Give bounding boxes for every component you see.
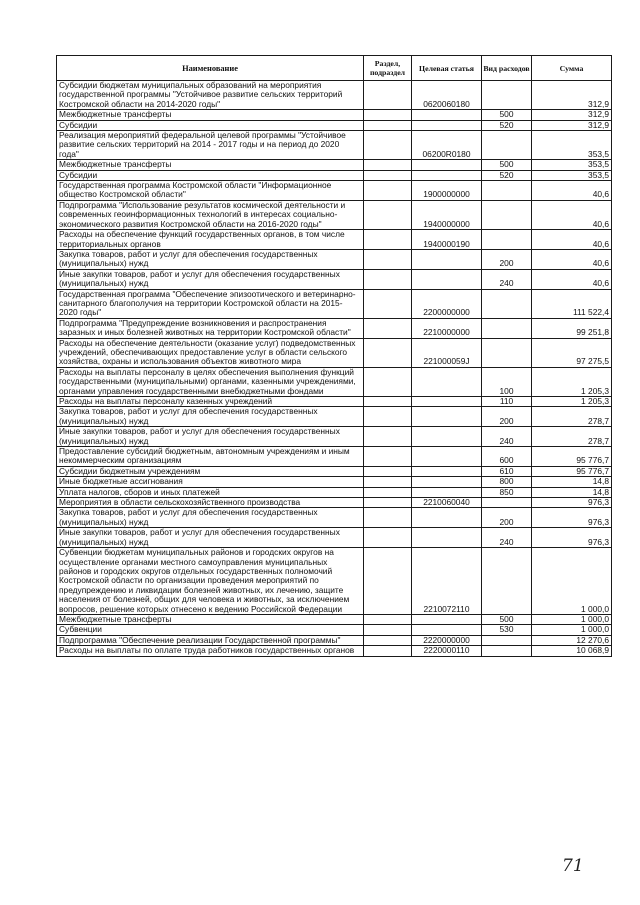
- cell-sum: 312,9: [532, 120, 612, 130]
- cell-sum: 40,6: [532, 230, 612, 250]
- cell-sum: 976,3: [532, 528, 612, 548]
- cell-sum: 1 205,3: [532, 367, 612, 396]
- header-sum: Сумма: [532, 56, 612, 81]
- cell-sum: 976,3: [532, 508, 612, 528]
- cell-type: [482, 635, 532, 645]
- cell-section: [364, 230, 412, 250]
- cell-section: [364, 498, 412, 508]
- cell-name: Иные закупки товаров, работ и услуг для обеспечения государственных (муниципальных) нужд: [57, 528, 364, 548]
- cell-name: Иные бюджетные ассигнования: [57, 477, 364, 487]
- cell-name: Субвенции бюджетам муниципальных районов и городских округов на осуществление органами местного самоуправления муниципальных районов и городских округов отдельных государственных полномочий Костромской области по организации проведения мероприятий по предупреждению и ликвидации болезней животных, их лечению, защите населения от болезней, общих для человека и животных, за исключением вопросов, решение которых отнесено к ведению Российской Федерации: [57, 548, 364, 615]
- cell-section: [364, 625, 412, 635]
- cell-type: 500: [482, 110, 532, 120]
- cell-name: Предоставление субсидий бюджетным, автономным учреждениям и иным некоммерческим организациям: [57, 447, 364, 467]
- budget-table: [56, 55, 612, 657]
- cell-type: 200: [482, 249, 532, 269]
- cell-name: Подпрограмма "Использование результатов космической деятельности и современных геоинформационных технологий в интересах социально-экономического развития Костромской области на 2016-2020 годы": [57, 200, 364, 229]
- cell-sum: 1 000,0: [532, 625, 612, 635]
- cell-type: [482, 81, 532, 110]
- cell-type: [482, 646, 532, 656]
- cell-type: 850: [482, 487, 532, 497]
- cell-target: 1900000000: [412, 181, 482, 201]
- cell-target: [412, 477, 482, 487]
- cell-type: 500: [482, 160, 532, 170]
- table-row: [57, 548, 612, 615]
- table-row: [57, 200, 612, 229]
- cell-section: [364, 367, 412, 396]
- cell-type: 100: [482, 367, 532, 396]
- header-type: Вид расходов: [482, 56, 532, 81]
- cell-name: Подпрограмма "Предупреждение возникновения и распространения заразных и иных болезней животных на территории Костромской области": [57, 318, 364, 338]
- cell-sum: 278,7: [532, 427, 612, 447]
- cell-sum: 353,5: [532, 131, 612, 160]
- cell-section: [364, 487, 412, 497]
- header-name: Наименование: [57, 56, 364, 81]
- table-row: [57, 318, 612, 338]
- cell-target: [412, 367, 482, 396]
- cell-target: [412, 625, 482, 635]
- cell-sum: 40,6: [532, 249, 612, 269]
- table-row: [57, 249, 612, 269]
- cell-type: [482, 200, 532, 229]
- cell-target: 0620060180: [412, 81, 482, 110]
- table-row: [57, 160, 612, 170]
- cell-type: 110: [482, 397, 532, 407]
- cell-type: 240: [482, 427, 532, 447]
- cell-sum: 40,6: [532, 200, 612, 229]
- cell-name: Государственная программа "Обеспечение эпизоотического и ветеринарно-санитарного благополучия на территории Костромской области на 2015-2020 годы": [57, 289, 364, 318]
- cell-target: 2210060040: [412, 498, 482, 508]
- cell-type: 610: [482, 466, 532, 476]
- cell-target: [412, 269, 482, 289]
- table-row: [57, 131, 612, 160]
- cell-name: Расходы на выплаты по оплате труда работников государственных органов: [57, 646, 364, 656]
- cell-target: 2210072110: [412, 548, 482, 615]
- cell-section: [364, 447, 412, 467]
- cell-section: [364, 646, 412, 656]
- cell-name: Государственная программа Костромской области "Информационное общество Костромской области": [57, 181, 364, 201]
- table-row: [57, 447, 612, 467]
- cell-section: [364, 427, 412, 447]
- cell-sum: 976,3: [532, 498, 612, 508]
- cell-type: 520: [482, 120, 532, 130]
- cell-target: [412, 397, 482, 407]
- cell-sum: 1 000,0: [532, 548, 612, 615]
- cell-sum: 10 068,9: [532, 646, 612, 656]
- cell-type: [482, 318, 532, 338]
- cell-target: [412, 508, 482, 528]
- cell-name: Межбюджетные трансферты: [57, 614, 364, 624]
- table-row: [57, 230, 612, 250]
- cell-section: [364, 318, 412, 338]
- cell-name: Субвенции: [57, 625, 364, 635]
- table-row: [57, 181, 612, 201]
- cell-sum: 1 000,0: [532, 614, 612, 624]
- cell-sum: 353,5: [532, 170, 612, 180]
- table-row: [57, 338, 612, 367]
- cell-sum: 14,8: [532, 477, 612, 487]
- cell-sum: 312,9: [532, 81, 612, 110]
- table-row: [57, 170, 612, 180]
- cell-name: Реализация мероприятий федеральной целевой программы "Устойчивое развитие сельских территорий на 2014 - 2017 годы и на период до 2020 года": [57, 131, 364, 160]
- cell-target: 2200000000: [412, 289, 482, 318]
- cell-name: Межбюджетные трансферты: [57, 110, 364, 120]
- table-row: [57, 367, 612, 396]
- cell-type: 520: [482, 170, 532, 180]
- cell-name: Расходы на выплаты персоналу в целях обеспечения выполнения функций государственными (муниципальными) органами, казенными учреждениями, органами управления государственными внебюджетными фондами: [57, 367, 364, 396]
- cell-section: [364, 528, 412, 548]
- cell-name: Мероприятия в области сельскохозяйственного производства: [57, 498, 364, 508]
- cell-name: Иные закупки товаров, работ и услуг для обеспечения государственных (муниципальных) нужд: [57, 427, 364, 447]
- cell-sum: 312,9: [532, 110, 612, 120]
- cell-sum: 95 776,7: [532, 466, 612, 476]
- table-row: [57, 625, 612, 635]
- cell-target: [412, 466, 482, 476]
- table-row: [57, 120, 612, 130]
- cell-name: Субсидии бюджетным учреждениям: [57, 466, 364, 476]
- cell-target: [412, 528, 482, 548]
- cell-section: [364, 477, 412, 487]
- cell-sum: 111 522,4: [532, 289, 612, 318]
- cell-target: 2220000110: [412, 646, 482, 656]
- cell-section: [364, 160, 412, 170]
- cell-section: [364, 407, 412, 427]
- cell-target: [412, 447, 482, 467]
- cell-section: [364, 548, 412, 615]
- cell-sum: 12 270,6: [532, 635, 612, 645]
- cell-type: 200: [482, 508, 532, 528]
- cell-name: Субсидии: [57, 170, 364, 180]
- table-row: [57, 498, 612, 508]
- cell-type: 530: [482, 625, 532, 635]
- cell-section: [364, 466, 412, 476]
- cell-name: Иные закупки товаров, работ и услуг для обеспечения государственных (муниципальных) нужд: [57, 269, 364, 289]
- cell-sum: 353,5: [532, 160, 612, 170]
- table-row: [57, 477, 612, 487]
- table-row: [57, 466, 612, 476]
- cell-section: [364, 170, 412, 180]
- cell-target: 221000059J: [412, 338, 482, 367]
- table-row: [57, 528, 612, 548]
- cell-section: [364, 110, 412, 120]
- cell-type: [482, 289, 532, 318]
- cell-type: 500: [482, 614, 532, 624]
- cell-sum: 1 205,3: [532, 397, 612, 407]
- page-number: 71: [562, 856, 584, 876]
- table-row: [57, 407, 612, 427]
- cell-type: 800: [482, 477, 532, 487]
- table-row: [57, 397, 612, 407]
- table-header-row: [57, 56, 612, 81]
- cell-sum: 40,6: [532, 269, 612, 289]
- cell-section: [364, 338, 412, 367]
- cell-type: [482, 548, 532, 615]
- cell-section: [364, 269, 412, 289]
- cell-target: [412, 427, 482, 447]
- cell-section: [364, 200, 412, 229]
- cell-section: [364, 120, 412, 130]
- cell-target: [412, 110, 482, 120]
- cell-sum: 14,8: [532, 487, 612, 497]
- table-row: [57, 110, 612, 120]
- table-row: [57, 269, 612, 289]
- cell-section: [364, 397, 412, 407]
- cell-target: [412, 160, 482, 170]
- cell-name: Уплата налогов, сборов и иных платежей: [57, 487, 364, 497]
- cell-type: [482, 131, 532, 160]
- table-row: [57, 614, 612, 624]
- table-row: [57, 81, 612, 110]
- cell-section: [364, 614, 412, 624]
- cell-name: Расходы на выплаты персоналу казенных учреждений: [57, 397, 364, 407]
- cell-sum: 99 251,8: [532, 318, 612, 338]
- cell-target: 1940000000: [412, 200, 482, 229]
- table-row: [57, 487, 612, 497]
- cell-name: Межбюджетные трансферты: [57, 160, 364, 170]
- cell-name: Подпрограмма "Обеспечение реализации Государственной программы": [57, 635, 364, 645]
- cell-type: [482, 498, 532, 508]
- cell-section: [364, 81, 412, 110]
- cell-name: Субсидии: [57, 120, 364, 130]
- cell-type: 240: [482, 528, 532, 548]
- cell-type: [482, 181, 532, 201]
- cell-section: [364, 289, 412, 318]
- table-row: [57, 635, 612, 645]
- cell-type: 240: [482, 269, 532, 289]
- cell-type: 200: [482, 407, 532, 427]
- cell-type: [482, 230, 532, 250]
- table-row: [57, 427, 612, 447]
- cell-name: Закупка товаров, работ и услуг для обеспечения государственных (муниципальных) нужд: [57, 249, 364, 269]
- cell-target: [412, 487, 482, 497]
- cell-target: 2220000000: [412, 635, 482, 645]
- cell-sum: 40,6: [532, 181, 612, 201]
- cell-target: [412, 120, 482, 130]
- table-row: [57, 508, 612, 528]
- header-section: Раздел, подраздел: [364, 56, 412, 81]
- cell-target: 1940000190: [412, 230, 482, 250]
- cell-sum: 95 776,7: [532, 447, 612, 467]
- cell-target: [412, 614, 482, 624]
- cell-section: [364, 131, 412, 160]
- cell-section: [364, 508, 412, 528]
- cell-sum: 97 275,5: [532, 338, 612, 367]
- cell-target: [412, 170, 482, 180]
- cell-type: 600: [482, 447, 532, 467]
- cell-section: [364, 249, 412, 269]
- cell-target: [412, 249, 482, 269]
- cell-target: 06200R0180: [412, 131, 482, 160]
- cell-name: Закупка товаров, работ и услуг для обеспечения государственных (муниципальных) нужд: [57, 508, 364, 528]
- table-row: [57, 646, 612, 656]
- header-target: Целевая статья: [412, 56, 482, 81]
- cell-name: Субсидии бюджетам муниципальных образований на мероприятия государственной программы "Устойчивое развитие сельских территорий Костромской области на 2014-2020 годы": [57, 81, 364, 110]
- cell-sum: 278,7: [532, 407, 612, 427]
- cell-name: Закупка товаров, работ и услуг для обеспечения государственных (муниципальных) нужд: [57, 407, 364, 427]
- cell-section: [364, 181, 412, 201]
- cell-section: [364, 635, 412, 645]
- cell-name: Расходы на обеспечение деятельности (оказание услуг) подведомственных учреждений, обеспечивающих предоставление услуг в области сельского хозяйства, охраны и использования объектов животного мира: [57, 338, 364, 367]
- cell-target: 2210000000: [412, 318, 482, 338]
- cell-target: [412, 407, 482, 427]
- cell-name: Расходы на обеспечение функций государственных органов, в том числе территориальных органов: [57, 230, 364, 250]
- cell-type: [482, 338, 532, 367]
- table-row: [57, 289, 612, 318]
